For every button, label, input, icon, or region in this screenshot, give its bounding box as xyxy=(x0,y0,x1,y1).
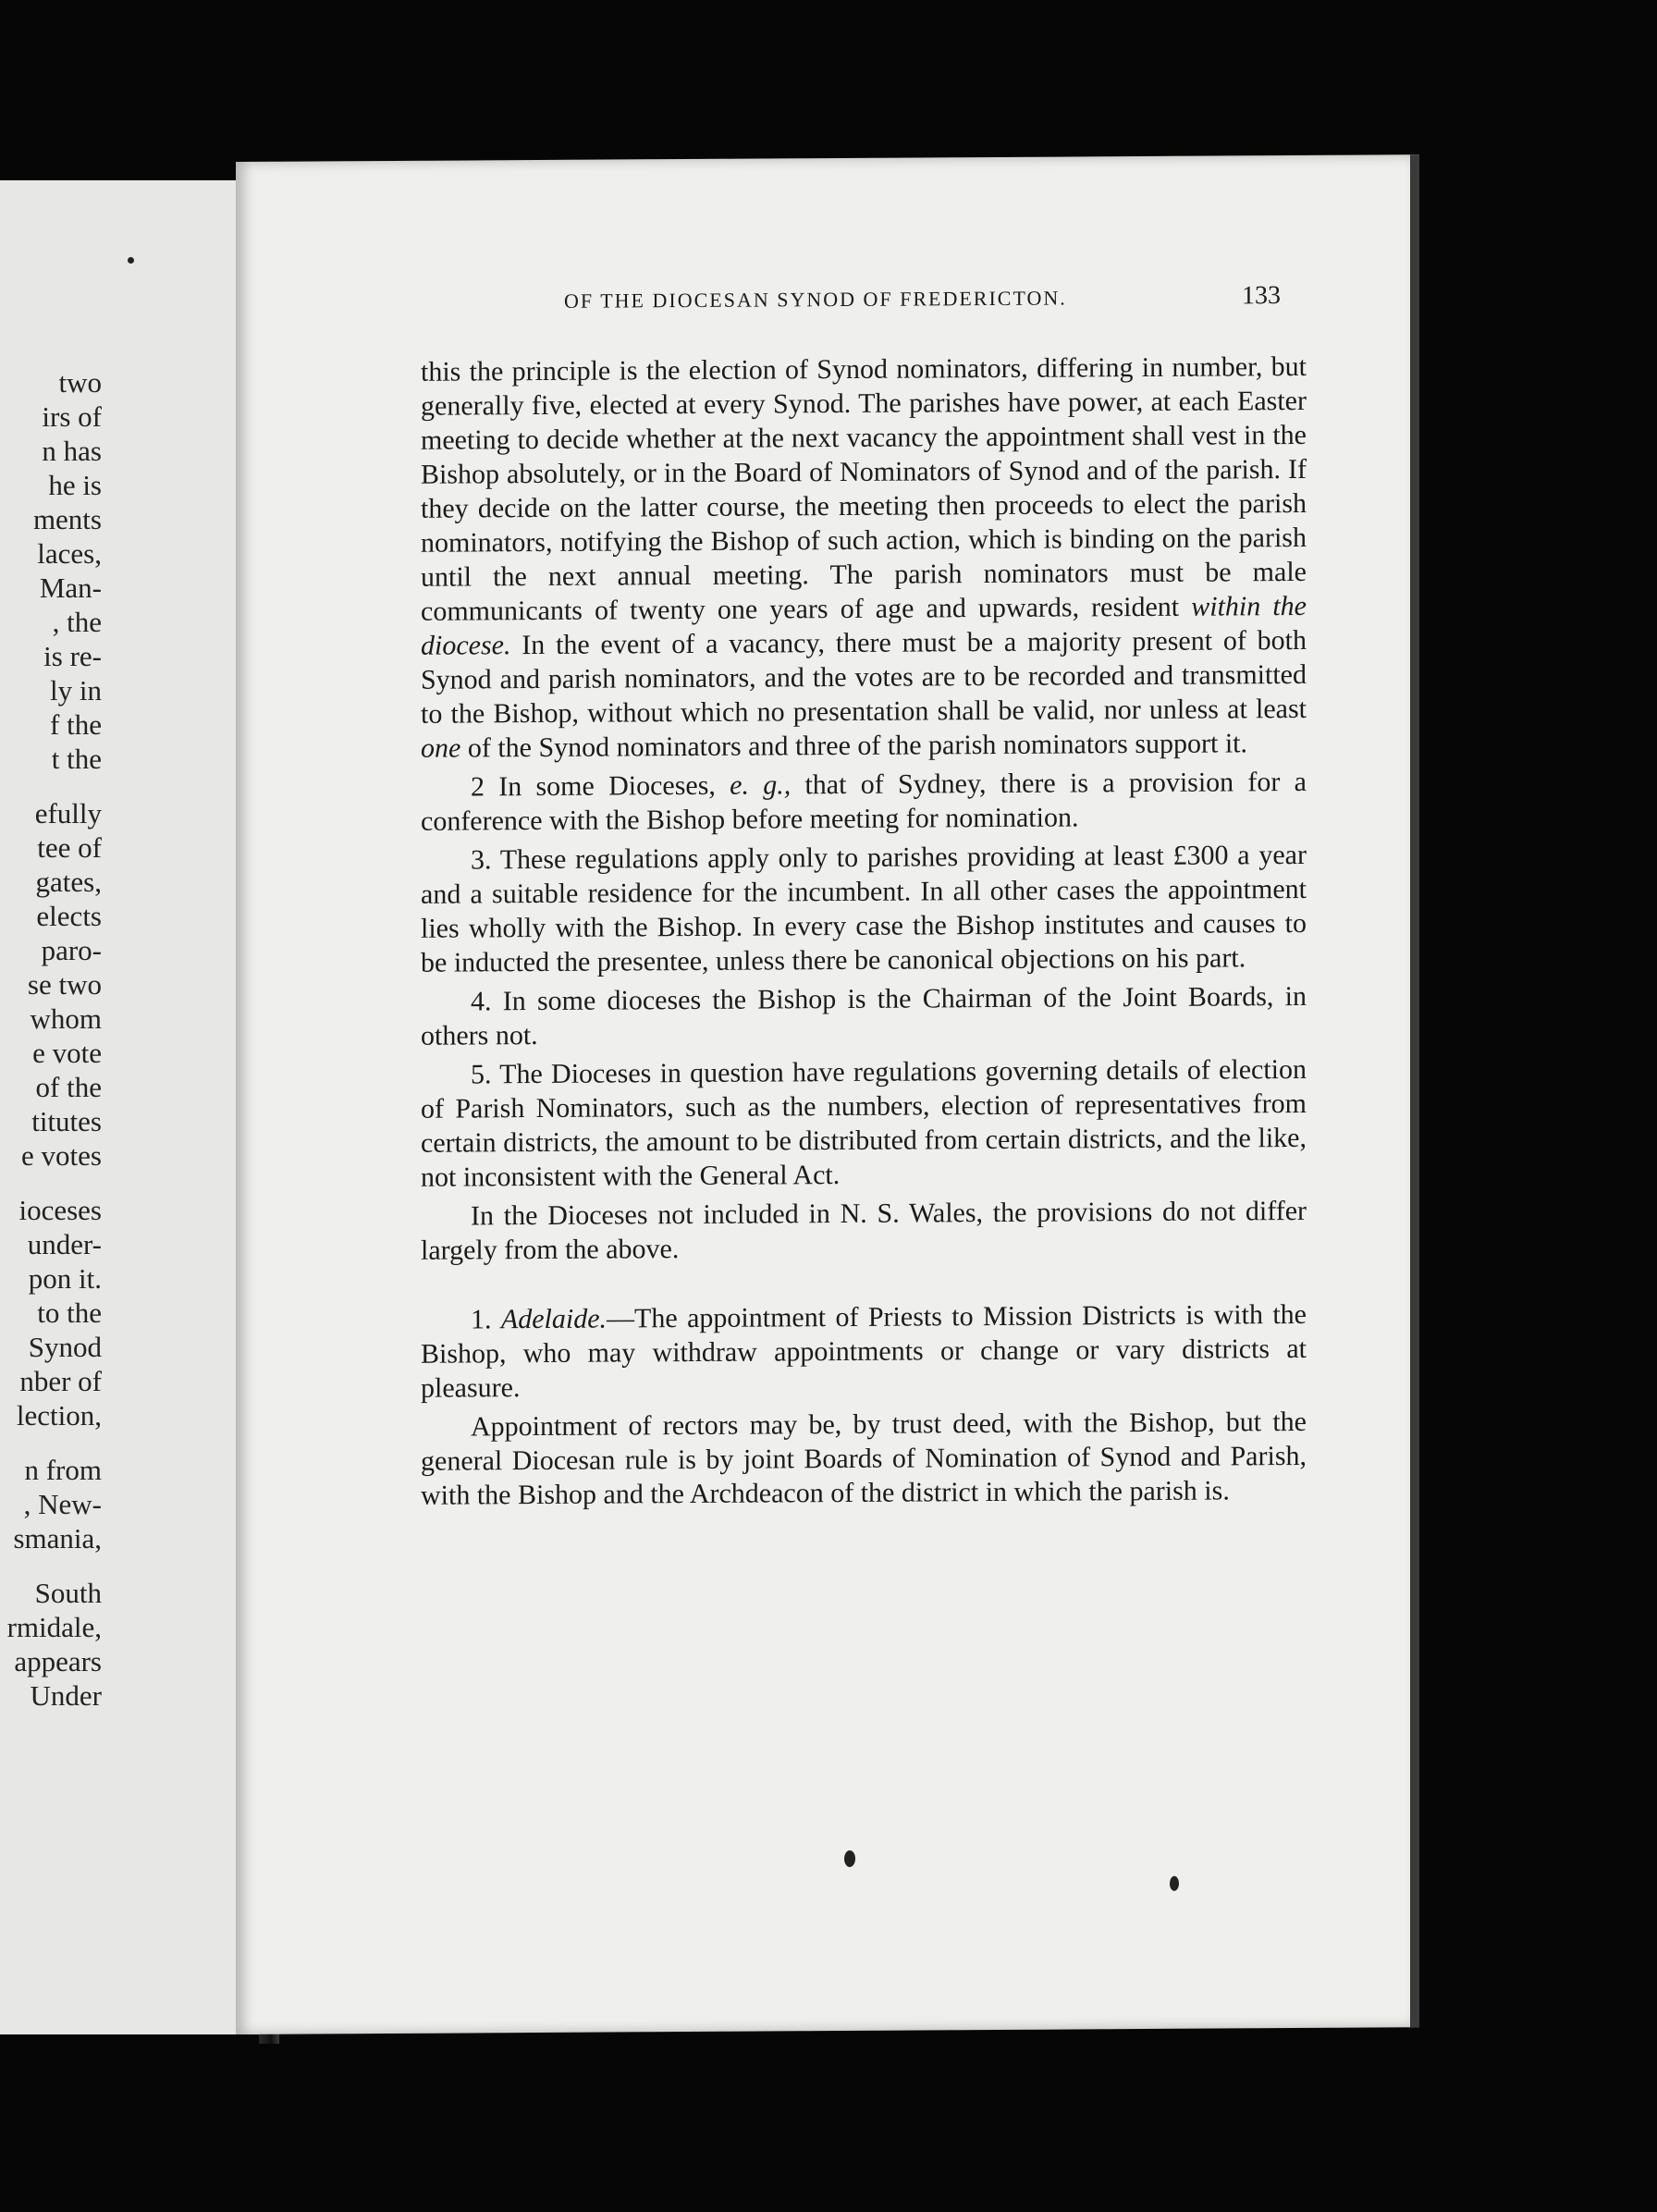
left-page-line: elects xyxy=(36,900,102,932)
left-page-line: t the xyxy=(51,743,102,775)
italic-word: one xyxy=(421,732,461,764)
left-page-line: e vote xyxy=(32,1037,102,1069)
left-page-line: to the xyxy=(37,1296,102,1329)
left-page-line: , New- xyxy=(23,1488,102,1520)
running-head: OF THE DIOCESAN SYNOD OF FREDERICTON. xyxy=(564,286,1067,313)
left-page-line: he is xyxy=(48,469,102,501)
left-page-line: ments xyxy=(32,503,102,535)
paragraph-6: In the Dioceses not included in N. S. Wales, the provisions do not differ largely from the above. xyxy=(421,1195,1307,1266)
left-page-line: under- xyxy=(27,1228,102,1260)
left-page-line: South xyxy=(34,1577,102,1609)
body-text xyxy=(421,350,1307,1518)
left-page-line: efully xyxy=(34,797,102,830)
left-page-line: appears xyxy=(14,1645,102,1677)
left-page-line: n has xyxy=(42,435,102,467)
left-page-line: f the xyxy=(50,708,102,741)
left-page-line: n from xyxy=(24,1454,102,1486)
left-page-line: , the xyxy=(52,606,102,638)
left-page-line: of the xyxy=(35,1071,102,1103)
left-page-line: e votes xyxy=(21,1139,102,1172)
right-page xyxy=(236,154,1419,2034)
left-page-line: paro- xyxy=(41,934,102,966)
paragraph-4: 4. In some dioceses the Bishop is the Chairman of the Joint Boards, in others not. xyxy=(421,980,1307,1051)
left-page-fragment xyxy=(0,180,264,2034)
page-number: 133 xyxy=(1242,281,1281,311)
ink-smudge xyxy=(1170,1876,1179,1891)
left-page-line: nber of xyxy=(19,1365,102,1397)
left-page-line: titutes xyxy=(31,1105,102,1137)
left-page-line: whom xyxy=(30,1002,102,1035)
left-page-text-column xyxy=(0,180,102,2034)
left-page-line: Under xyxy=(30,1679,102,1712)
left-page-line: Man- xyxy=(39,571,102,604)
left-page-line: rmidale, xyxy=(6,1611,102,1643)
left-page-line: gates, xyxy=(35,866,102,898)
left-page-line: se two xyxy=(27,968,102,1001)
left-page-line: Synod xyxy=(28,1331,102,1363)
left-page-line: smania, xyxy=(13,1522,102,1555)
italic-abbrev: e. g., xyxy=(730,769,792,801)
paragraph-2: 2 In some Dioceses, e. g., that of Sydney, there is a provision for a conference with the Bishop before meeting for nomination. xyxy=(421,766,1307,837)
paragraph-5: 5. The Dioceses in question have regulations governing details of election of Parish Nominators, such as the numbers, election of representatives from certain districts, the amount to be distributed from certain districts, and the like, not inconsistent with the General Act. xyxy=(421,1053,1307,1193)
left-page-line: pon it. xyxy=(28,1262,102,1295)
paragraph-1: this the principle is the election of Synod nominators, differing in number, but generally five, elected at every Synod. The parishes have power, at each Easter meeting to decide whether at the next vacancy the appointment shall vest in the Bishop absolutely, or in the Board of Nominators of Synod and of the parish. If they decide on the latter course, the meeting then proceeds to elect the parish nominators, notifying the Bishop of such action, which is binding on the parish until the next annual meeting. The parish nominators must be male communicants of twenty one years of age and upwards, resident within the diocese. In the event of a vacancy, there must be a majority present of both Synod and parish nominators, and the votes are to be recorded and transmitted to the Bishop, without which no presentation shall be valid, nor unless at least one of the Synod nominators and three of the parish nominators support it. xyxy=(421,350,1307,764)
left-page-line: lection, xyxy=(16,1399,102,1432)
left-page-line: ly in xyxy=(50,674,102,707)
left-page-line: is re- xyxy=(43,640,102,672)
left-page-line: tee of xyxy=(37,831,102,864)
left-page-line: ioceses xyxy=(18,1194,102,1226)
left-page-line: two xyxy=(58,366,102,399)
ink-smudge xyxy=(844,1850,855,1867)
diocese-name: Adelaide. xyxy=(500,1303,608,1335)
paragraph-8: Appointment of rectors may be, by trust deed, with the Bishop, but the general Diocesan rule is by joint Boards of Nomination of Synod and Parish, with the Bishop and the Archdeacon of the district in which the parish is. xyxy=(421,1406,1307,1511)
ink-dot xyxy=(128,257,134,264)
italic-phrase: within the diocese. xyxy=(421,590,1307,661)
left-page-line: laces, xyxy=(37,537,102,570)
left-page-line: irs of xyxy=(42,400,102,433)
paragraph-3: 3. These regulations apply only to parishes providing at least £300 a year and a suitable residence for the incumbent. In all other cases the appointment lies wholly with the Bishop. In every case the Bishop institutes and causes to be inducted the presentee, unless there be canonical objections on his part. xyxy=(421,839,1307,978)
paragraph-7: 1. Adelaide.—The appointment of Priests to Mission Districts is with the Bishop, who may withdraw appointments or change or vary districts at pleasure. xyxy=(421,1298,1307,1404)
